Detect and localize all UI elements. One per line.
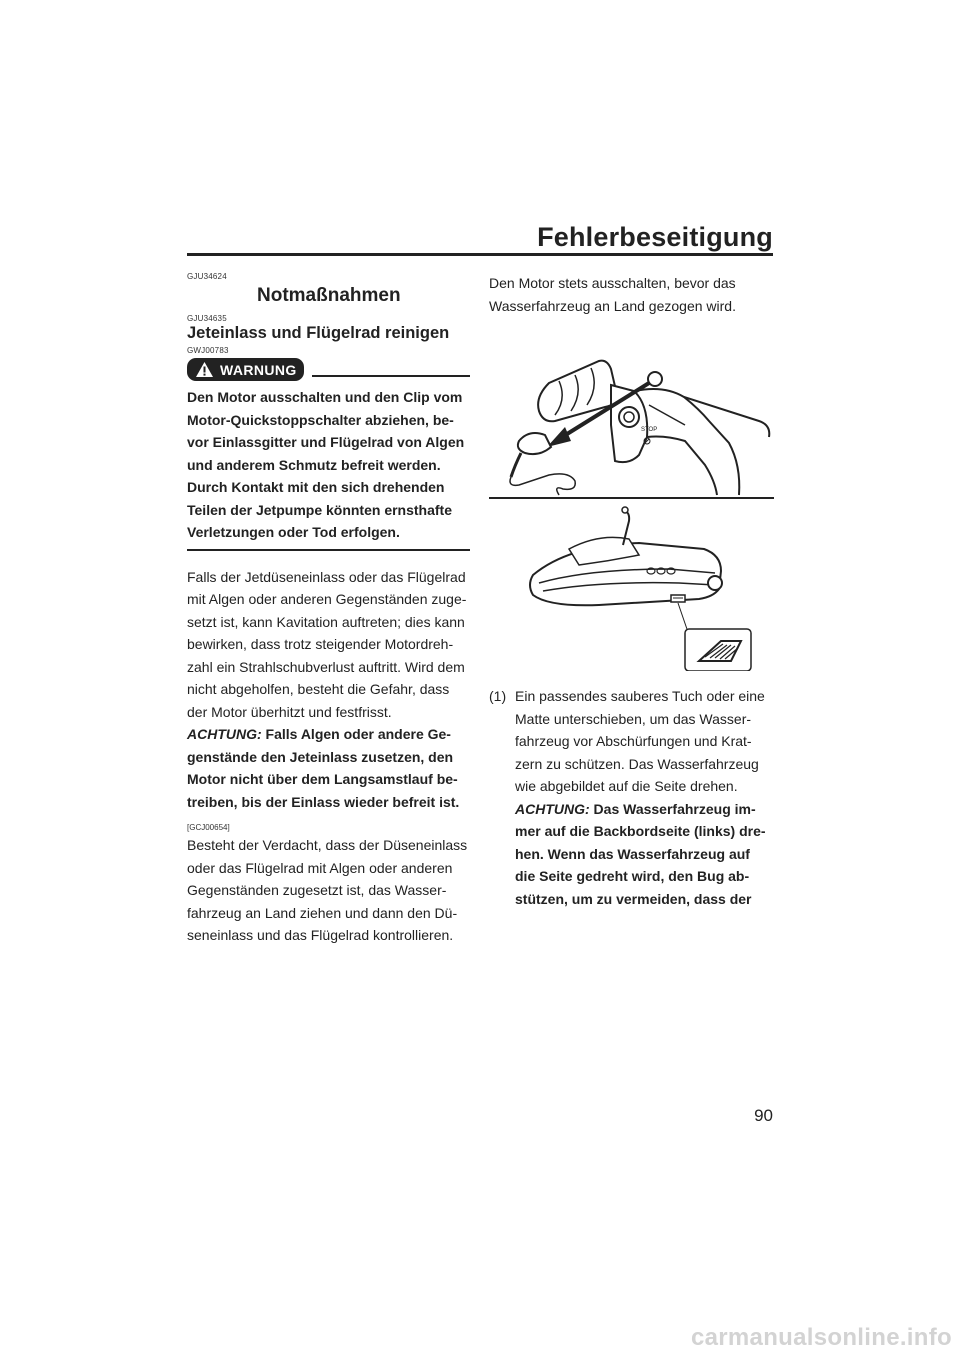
doc-code: [GCJ00654] [187,823,230,832]
warning-label: WARNUNG [220,361,297,378]
warning-header [187,358,470,381]
page-header-title: Fehlerbeseitigung [537,222,773,252]
caution-label: ACHTUNG: [515,800,590,817]
subsection-title: Jeteinlass und Flügelrad reinigen [187,324,450,342]
watermark: carmanualsonline.info [690,1324,952,1351]
caution-paragraph [187,723,470,813]
right-column [489,272,774,910]
left-column [187,272,470,947]
doc-code: GWJ00783 [187,346,229,355]
list-text: Ein passendes sauberes Tuch oder eine Matte unterschieben, um das Wasser-fahrzeug vor Abschürfungen und Krat-zern zu schützen. Das Wasserfahrzeug wie abgebildet auf die Seite drehen. [515,688,765,794]
body-paragraph: Besteht der Verdacht, dass der Düseneinlass oder das Flügelrad mit Algen oder anderen Gegenständen zugesetzt ist, das Wasser-fahrzeug an Land ziehen und dann den Dü-seneinlass und das Flügelrad kontrollieren. [187,837,468,943]
caution-label: ACHTUNG: [187,726,262,742]
intro-paragraph: Den Motor stets ausschalten, bevor das Wasserfahrzeug an Land gezogen wird. [489,275,736,314]
list-item [489,685,774,910]
watercraft-on-side-illustration [489,499,774,671]
page-number: 90 [754,1106,773,1125]
section-title: Notmaßnahmen [257,285,401,306]
doc-code: GJU34635 [187,314,227,323]
body-paragraph: Falls der Jetdüseneinlass oder das Flügelrad mit Algen oder anderen Gegenständen zuge-setzt ist, kann Kavitation auftreten; dies kann bewirken, dass trotz steigender Motordreh-zahl ein Strahlschubverlust auftritt. Wird dem nicht abgeholfen, besteht die Gefahr, dass der Motor überhitzt und festfrisst. [187,568,467,720]
warning-triangle-icon [195,361,214,378]
warning-text: Den Motor ausschalten und den Clip vom Motor-Quickstoppschalter abziehen, be-vor Einlassgitter und Flügelrad von Algen und anderem Schmutz befreit werden. Durch Kontakt mit den sich drehenden Teilen der Jetpumpe könnten ernsthafte Verletzungen oder Tod erfolgen. [187,389,465,540]
header-divider [187,253,773,256]
warning-rule [312,375,470,377]
caution-text: Das Wasserfahrzeug im-mer auf die Backbordseite (links) dre-hen. Wenn das Wasserfahrzeug auf die Seite gedreht wird, den Bug ab-stützen, um zu vermeiden, dass der [515,800,766,907]
stop-label: STOP [641,427,658,433]
handlebar-stop-switch-illustration [489,325,774,497]
caution-text: Falls Algen oder andere Ge-genstände den Jeteinlass zusetzen, den Motor nicht über dem Langsamstlauf be-treiben, bis der Einlass wieder befreit ist. [187,726,460,810]
list-number: (1) [489,688,507,704]
warning-badge [187,358,304,381]
doc-code: GJU34624 [187,272,227,281]
warning-end-rule [187,549,470,551]
list-body [513,685,774,910]
